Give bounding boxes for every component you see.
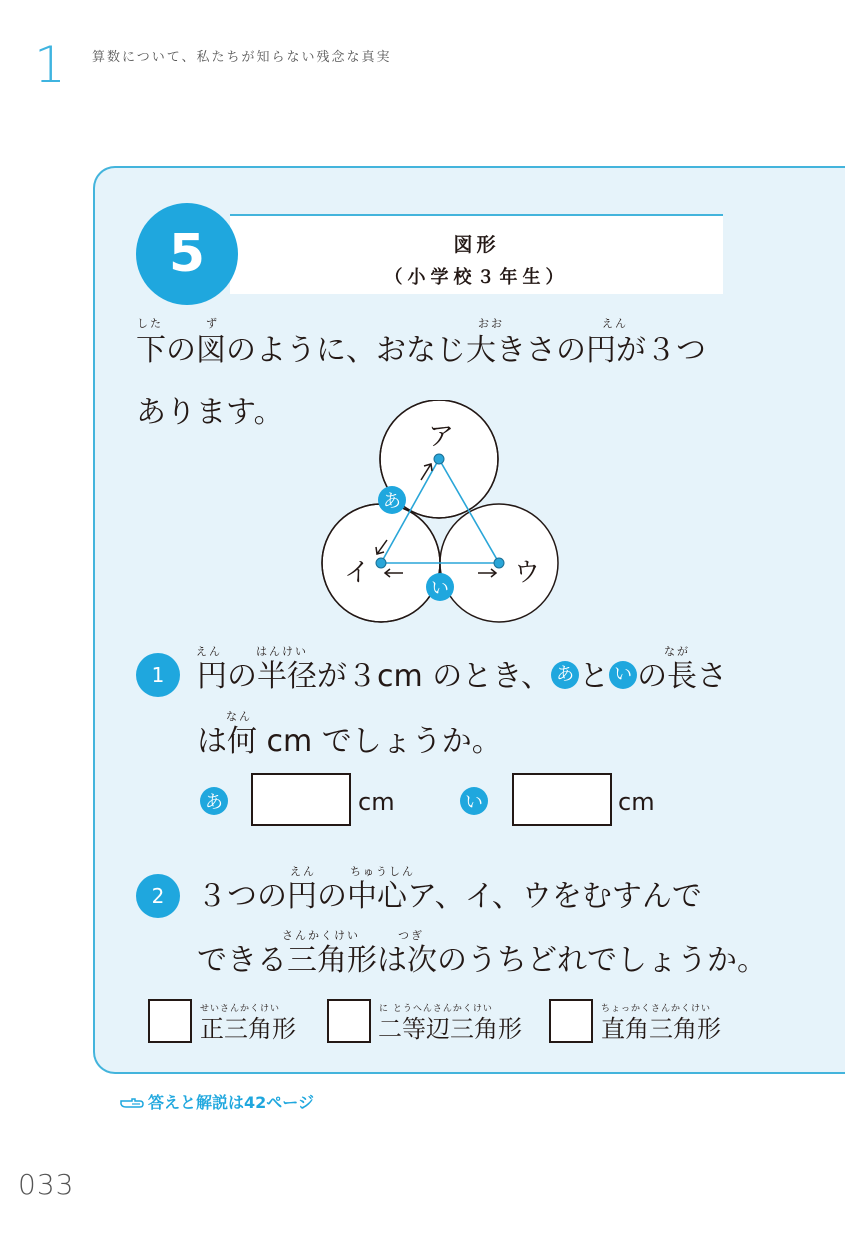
- question-1-text-to: と: [579, 659, 610, 694]
- question-1-line-2: は何 cm でしょうか。: [197, 724, 502, 759]
- label-a: ア: [428, 422, 455, 452]
- answer-i-unit: cm: [618, 788, 655, 816]
- option-3-checkbox[interactable]: [549, 999, 593, 1043]
- ruby-en-q2: えん: [290, 865, 316, 878]
- ruby-zu: ず: [206, 317, 219, 330]
- mark-a-inline: あ: [551, 661, 579, 689]
- answer-reference-text: 答えと解説は42ページ: [148, 1093, 314, 1112]
- center-u-dot: [494, 558, 504, 568]
- option-3-label: 直角三角形: [601, 1015, 721, 1043]
- option-1-checkbox[interactable]: [148, 999, 192, 1043]
- label-i: イ: [344, 558, 371, 588]
- center-a-dot: [434, 454, 444, 464]
- ruby-nan: なん: [226, 710, 252, 723]
- option-2-label: 二等辺三角形: [378, 1015, 522, 1043]
- label-u: ウ: [514, 558, 541, 588]
- option-2-ruby: に とうへんさんかくけい: [379, 1004, 493, 1014]
- question-1-number: 1: [136, 653, 180, 697]
- ruby-chuushin: ちゅうしん: [350, 865, 415, 878]
- page-number: 033: [18, 1168, 75, 1201]
- problem-grade: （小学校３年生）: [384, 267, 569, 288]
- answer-i-mark: い: [460, 787, 488, 815]
- mark-i-figure: い: [426, 573, 454, 601]
- option-2-checkbox[interactable]: [327, 999, 371, 1043]
- question-1-text-a: 円の半径が３cm のとき、: [197, 659, 552, 694]
- question-2-line-1: ３つの円の中心ア、イ、ウをむすんで: [197, 879, 702, 914]
- ruby-shita: した: [137, 317, 163, 330]
- answer-reference: [120, 1090, 314, 1113]
- pointing-hand-icon: [120, 1097, 144, 1111]
- ruby-naga: なが: [664, 645, 690, 658]
- ruby-en-q1: えん: [196, 645, 222, 658]
- question-1-text-b: の長さ: [637, 659, 728, 694]
- statement-line-1: 下の図のように、おなじ大きさの円が３つ: [136, 333, 706, 368]
- ruby-tsugi: つぎ: [398, 929, 424, 942]
- ruby-en: えん: [602, 317, 628, 330]
- ruby-hankei: はんけい: [256, 645, 308, 658]
- question-2-line-2: できる三角形は次のうちどれでしょうか。: [197, 943, 767, 978]
- problem-title-box: [230, 214, 723, 294]
- option-1-label: 正三角形: [200, 1015, 296, 1043]
- chapter-title: 算数について、私たちが知らない残念な真実: [92, 50, 392, 65]
- mark-a-figure: あ: [378, 486, 406, 514]
- answer-i-box[interactable]: [512, 773, 612, 826]
- problem-number-badge: 5: [136, 203, 238, 305]
- ruby-oo: おお: [478, 317, 504, 330]
- answer-a-unit: cm: [358, 788, 395, 816]
- answer-a-box[interactable]: [251, 773, 351, 826]
- answer-a-mark: あ: [200, 787, 228, 815]
- problem-category: 図形: [453, 234, 500, 256]
- question-2-number: 2: [136, 874, 180, 918]
- statement-line-2: あります。: [136, 395, 284, 430]
- option-1-ruby: せいさんかくけい: [200, 1004, 281, 1014]
- option-3-ruby: ちょっかくさんかくけい: [601, 1004, 712, 1014]
- question-1-line-1: [197, 659, 728, 694]
- mark-i-inline: い: [609, 661, 637, 689]
- chapter-number: 1: [34, 36, 66, 94]
- ruby-sankakukei: さんかくけい: [282, 929, 360, 942]
- center-i-dot: [376, 558, 386, 568]
